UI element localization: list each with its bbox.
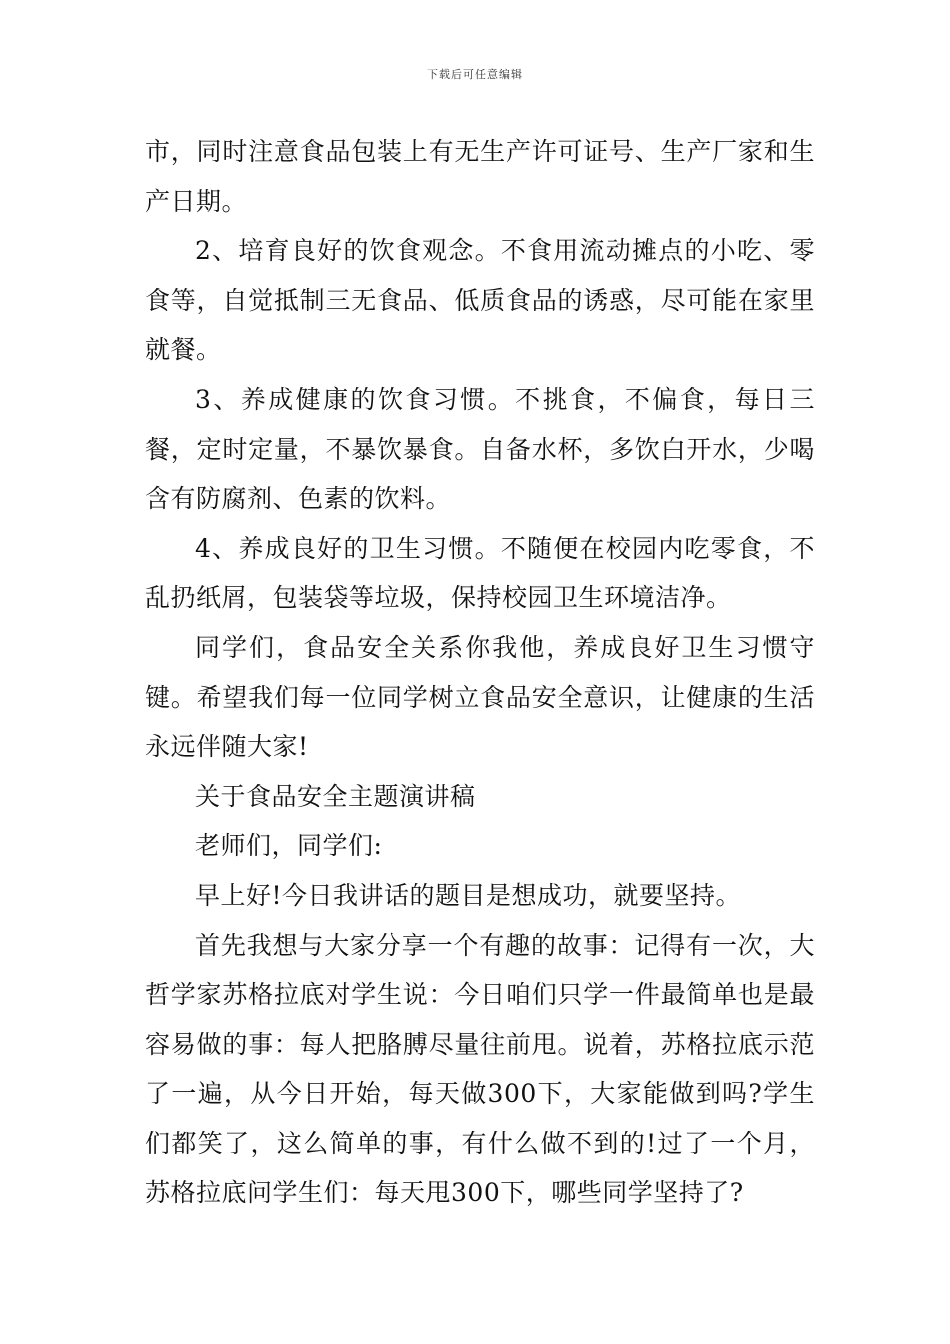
speech-greeting: 早上好!今日我讲话的题目是想成功，就要坚持。 [195,880,742,910]
paragraph-diet-concept: 2、培育良好的饮食观念。不食用流动摊点的小吃、零食等，自觉抵制三无食品、低质食品的诱惑，尽可能在家里就餐。 [145,236,815,365]
paragraph-closing: 同学们，食品安全关系你我他，养成良好卫生习惯守键。希望我们每一位同学树立食品安全意识，让健康的生活永远伴随大家! [145,632,815,762]
page-header-note: 下载后可任意编辑 [427,68,523,81]
document-body [145,127,815,1218]
paragraph-socrates-story: 首先我想与大家分享一个有趣的故事：记得有一次，大哲学家苏格拉底对学生说：今日咱们只学一件最简单也是最容易做的事：每人把胳膊尽量往前甩。说着，苏格拉底示范了一遍，从今日开始，每天做300下，大家能做到吗?学生们都笑了，这么简单的事，有什么做不到的!过了一个月，苏格拉底问学生们：每天甩300下，哪些同学坚持了? [145,930,815,1208]
paragraph-diet-habits: 3、养成健康的饮食习惯。不挑食，不偏食，每日三餐，定时定量，不暴饮暴食。自备水杯，多饮白开水，少喝含有防腐剂、色素的饮料。 [145,384,815,514]
paragraph-hygiene-habits: 4、养成良好的卫生习惯。不随便在校园内吃零食，不乱扔纸屑，包装袋等垃圾，保持校园卫生环境洁净。 [145,533,815,613]
speech-title: 关于食品安全主题演讲稿 [195,781,476,811]
paragraph-purchase-tips: 市，同时注意食品包装上有无生产许可证号、生产厂家和生产日期。 [145,137,815,216]
speech-salutation: 老师们，同学们: [195,831,383,861]
